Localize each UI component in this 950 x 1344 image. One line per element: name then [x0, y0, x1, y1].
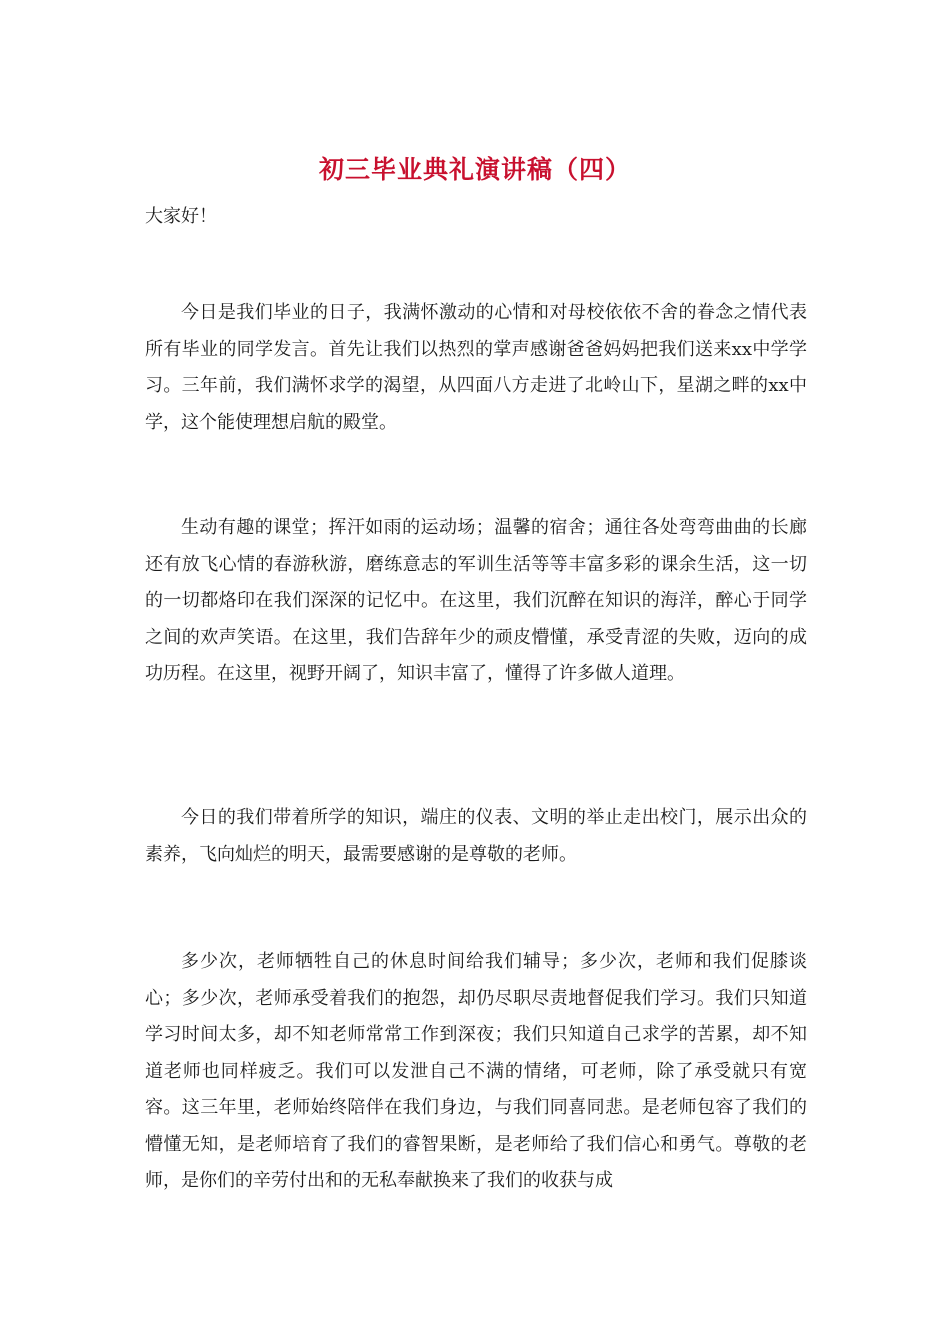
- paragraph-3: 今日的我们带着所学的知识，端庄的仪表、文明的举止走出校门，展示出众的素养，飞向灿烂的明天，最需要感谢的是尊敬的老师。: [145, 807, 807, 865]
- greeting-line: 大家好！: [145, 206, 217, 227]
- document-title: 初三毕业典礼演讲稿（四）: [318, 155, 631, 184]
- paragraph-2: 生动有趣的课堂；挥汗如雨的运动场；温馨的宿舍；通往各处弯弯曲曲的长廊 还有放飞心情的春游秋游，磨练意志的军训生活等等丰富多彩的课余生活，这一切的一切都烙印在我们深深的记忆中。在这里，我们沉醉在知识的海洋，醉心于同学之间的欢声笑语。在这里，我们告辞年少的顽皮懵懂，承受青涩的失败，迈向的成功历程。在这里，视野开阔了，知识丰富了，懂得了许多做人道理。: [145, 517, 807, 684]
- paragraph-4: 多少次，老师牺牲自己的休息时间给我们辅导；多少次，老师和我们促膝谈心；多少次，老师承受着我们的抱怨，却仍尽职尽责地督促我们学习。我们只知道学习时间太多，却不知老师常常工作到深夜；我们只知道自己求学的苦累，却不知道老师也同样疲乏。我们可以发泄自己不满的情绪，可老师，除了承受就只有宽容。这三年里，老师始终陪伴在我们身边，与我们同喜同悲。是老师包容了我们的懵懂无知，是老师培育了我们的睿智果断，是老师给了我们信心和勇气。尊敬的老师，是你们的辛劳付出和的无私奉献换来了我们的收获与成: [145, 951, 807, 1191]
- paragraph-1: 今日是我们毕业的日子，我满怀激动的心情和对母校依依不舍的眷念之情代表所有毕业的同学发言。首先让我们以热烈的掌声感谢爸爸妈妈把我们送来xx中学学习。三年前，我们满怀求学的渴望，从四面八方走进了北岭山下，星湖之畔的xx中学，这个能使理想启航的殿堂。: [145, 302, 807, 433]
